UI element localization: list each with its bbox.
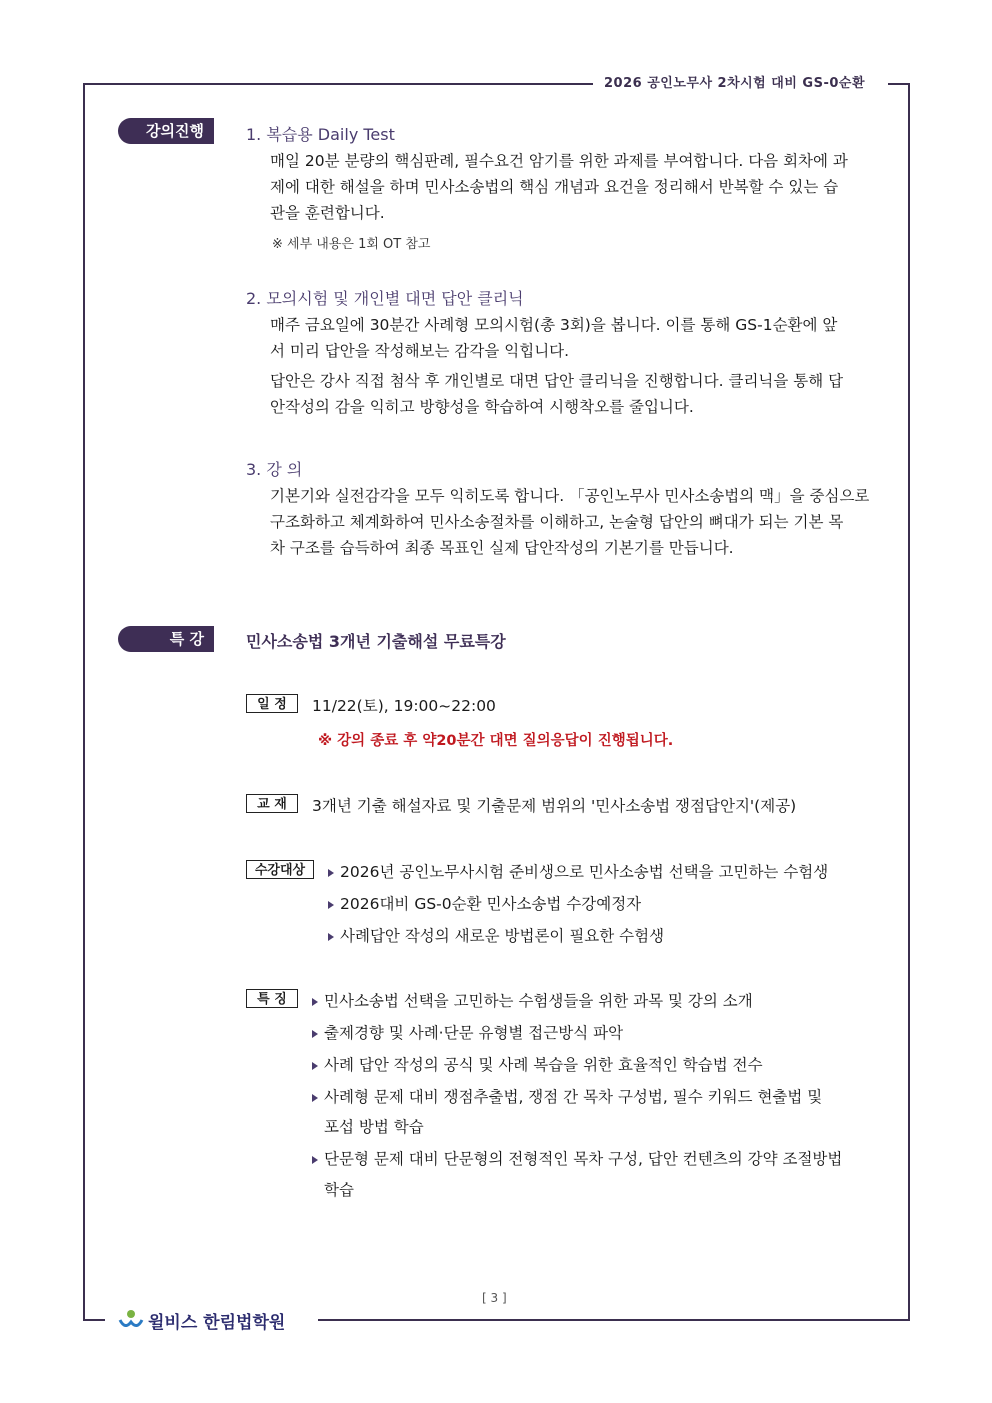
target-label: 수강대상	[246, 860, 314, 879]
item-heading-2: 2. 모의시험 및 개인별 대면 답안 클리닉	[246, 289, 524, 308]
triangle-bullet-icon	[312, 1094, 318, 1102]
text-line: 차 구조를 습득하여 최종 목표인 실제 답안작성의 기본기를 만듭니다.	[270, 539, 734, 557]
list-item	[312, 1085, 822, 1107]
frame-top-right-line	[888, 83, 910, 85]
feature-text: 사례형 문제 대비 쟁점추출법, 쟁점 간 목차 구성법, 필수 키워드 현출법 및	[324, 1088, 823, 1106]
schedule-value: 11/22(토), 19:00~22:00	[312, 697, 496, 715]
frame-right-line	[908, 83, 910, 1321]
feature-text: 민사소송법 선택을 고민하는 수험생들을 위한 과목 및 강의 소개	[324, 992, 753, 1010]
feature-continuation: 학습	[324, 1181, 354, 1199]
page-number: [ 3 ]	[482, 1291, 507, 1305]
logo-icon	[118, 1306, 144, 1332]
item-body-2	[270, 312, 875, 364]
item-note-1: ※ 세부 내용은 1회 OT 참고	[272, 237, 431, 252]
frame-top-line	[83, 83, 593, 85]
logo-text: 윌비스 한림법학원	[148, 1313, 286, 1333]
triangle-bullet-icon	[312, 998, 318, 1006]
section-label-lecture: 강의진행	[118, 118, 214, 144]
triangle-bullet-icon	[328, 933, 334, 941]
textbook-label: 교 재	[246, 794, 298, 813]
special-lecture-title: 민사소송법 3개년 기출해설 무료특강	[246, 632, 506, 651]
frame-bottom-left-line	[83, 1319, 105, 1321]
item-body-1	[270, 148, 875, 226]
textbook-value: 3개년 기출 해설자료 및 기출문제 범위의 '민사소송법 쟁점답안지'(제공)	[312, 797, 797, 815]
text-line: 답안은 강사 직접 첨삭 후 개인별로 대면 답안 클리닉을 진행합니다. 클리닉을 통해 답	[270, 372, 844, 390]
text-line: 구조화하고 체계화하여 민사소송절차를 이해하고, 논술형 답안의 뼈대가 되는 기본 목	[270, 513, 844, 531]
target-text: 사례답안 작성의 새로운 방법론이 필요한 수험생	[340, 927, 665, 945]
list-item	[328, 892, 641, 914]
target-text: 2026년 공인노무사시험 준비생으로 민사소송법 선택을 고민하는 수험생	[340, 863, 829, 881]
text-line: 서 미리 답안을 작성해보는 감각을 익힙니다.	[270, 342, 570, 360]
triangle-bullet-icon	[312, 1062, 318, 1070]
list-item	[312, 989, 753, 1011]
triangle-bullet-icon	[312, 1156, 318, 1164]
feature-continuation: 포섭 방법 학습	[324, 1118, 424, 1136]
item-heading-1: 1. 복습용 Daily Test	[246, 125, 395, 144]
feature-text: 사례 답안 작성의 공식 및 사례 복습을 위한 효율적인 학습법 전수	[324, 1056, 763, 1074]
text-line: 관을 훈련합니다.	[270, 204, 385, 222]
text-line: 기본기와 실전감각을 모두 익히도록 합니다. 「공인노무사 민사소송법의 맥」을 중심으로	[270, 487, 870, 505]
frame-left-line	[83, 83, 85, 1321]
section-label-special: 특 강	[118, 626, 214, 652]
target-text: 2026대비 GS-0순환 민사소송법 수강예정자	[340, 895, 642, 913]
text-line: 제에 대한 해설을 하며 민사소송법의 핵심 개념과 요건을 정리해서 반복할 수 있는 습	[270, 178, 839, 196]
frame-bottom-line	[318, 1319, 910, 1321]
text-line: 안작성의 감을 익히고 방향성을 학습하여 시행착오를 줄입니다.	[270, 398, 694, 416]
features-label: 특 징	[246, 989, 298, 1008]
feature-text: 단문형 문제 대비 단문형의 전형적인 목차 구성, 답안 컨텐츠의 강약 조절방법	[324, 1150, 843, 1168]
feature-text: 출제경향 및 사례·단문 유형별 접근방식 파악	[324, 1024, 624, 1042]
triangle-bullet-icon	[312, 1030, 318, 1038]
list-item	[312, 1021, 623, 1043]
list-item	[312, 1147, 842, 1169]
list-item	[328, 860, 828, 882]
header-title: 2026 공인노무사 2차시험 대비 GS-0순환	[604, 76, 866, 91]
item-heading-3: 3. 강 의	[246, 460, 303, 479]
schedule-note: ※ 강의 종료 후 약20분간 대면 질의응답이 진행됩니다.	[318, 733, 674, 749]
item-body-2b	[270, 368, 875, 420]
list-item	[312, 1053, 763, 1075]
triangle-bullet-icon	[328, 901, 334, 909]
text-line: 매일 20분 분량의 핵심판례, 필수요건 암기를 위한 과제를 부여합니다. 다음 회차에 과	[270, 152, 848, 170]
text-line: 매주 금요일에 30분간 사례형 모의시험(총 3회)을 봅니다. 이를 통해 GS-1순환에 앞	[270, 316, 838, 334]
triangle-bullet-icon	[328, 869, 334, 877]
schedule-label: 일 정	[246, 694, 298, 713]
item-body-3	[270, 483, 875, 561]
list-item	[328, 924, 664, 946]
